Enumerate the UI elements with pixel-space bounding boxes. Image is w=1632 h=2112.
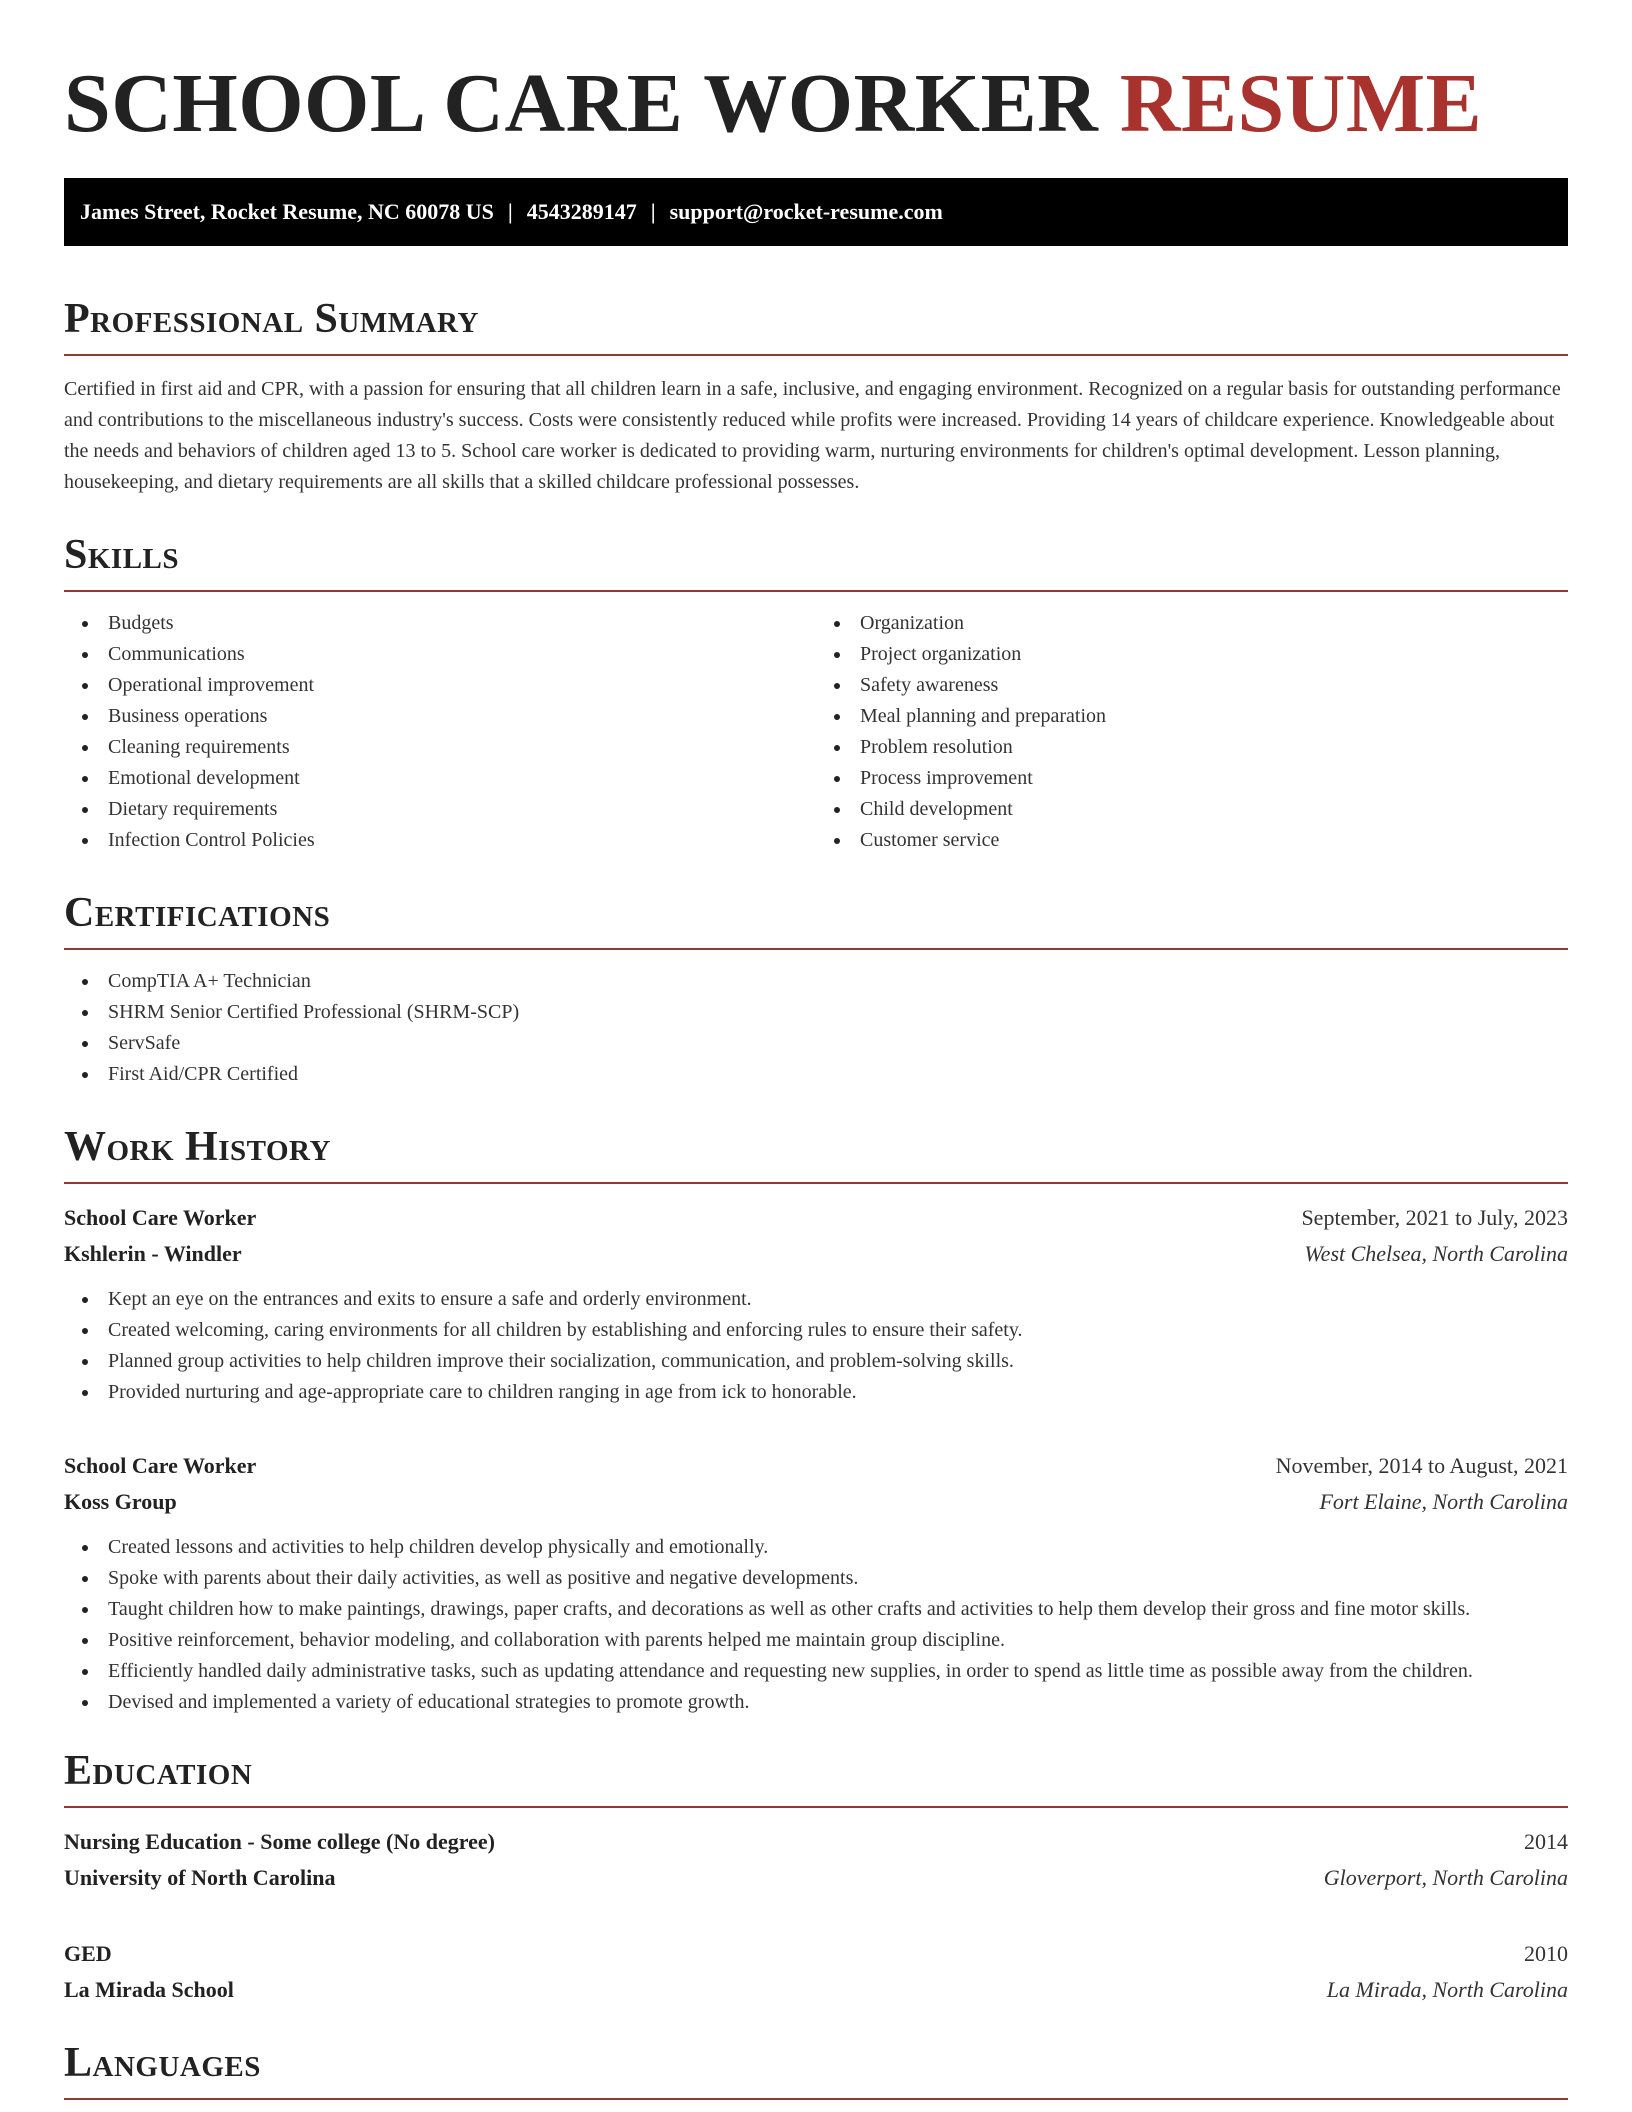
- resume-title: [64, 57, 1568, 150]
- section-title-education: Education: [64, 1750, 1568, 1808]
- job-duty: Kept an eye on the entrances and exits to ensure a safe and orderly environment.: [64, 1284, 1568, 1315]
- contact-separator: |: [507, 199, 513, 224]
- certification-item: CompTIA A+ Technician: [64, 966, 1568, 997]
- skill-item: Cleaning requirements: [64, 732, 816, 763]
- job-header-row: [64, 1448, 1568, 1484]
- resume-title-main: SCHOOL CARE WORKER: [64, 57, 1099, 150]
- skill-item: Budgets: [64, 608, 816, 639]
- job-duty: Planned group activities to help children improve their socialization, communication, and problem-solving skills.: [64, 1346, 1568, 1377]
- job-duties-list: [64, 1532, 1568, 1718]
- skill-item: Child development: [816, 794, 1568, 825]
- skill-item: Problem resolution: [816, 732, 1568, 763]
- job-company: Kshlerin - Windler: [64, 1241, 242, 1266]
- job-duty: Created lessons and activities to help children develop physically and emotionally.: [64, 1532, 1568, 1563]
- skill-item: Communications: [64, 639, 816, 670]
- skill-item: Process improvement: [816, 763, 1568, 794]
- education-school: La Mirada School: [64, 1977, 234, 2002]
- certification-item: ServSafe: [64, 1028, 1568, 1059]
- job-company: Koss Group: [64, 1489, 177, 1514]
- job-dates: September, 2021 to July, 2023: [1301, 1205, 1568, 1230]
- skills-column-left: [64, 608, 816, 856]
- job-entry: [64, 1448, 1568, 1718]
- education-school: University of North Carolina: [64, 1865, 336, 1890]
- resume-title-accent: RESUME: [1119, 57, 1483, 150]
- skill-item: Meal planning and preparation: [816, 701, 1568, 732]
- skill-item: Operational improvement: [64, 670, 816, 701]
- job-duty: Devised and implemented a variety of educational strategies to promote growth.: [64, 1687, 1568, 1718]
- job-duty: Created welcoming, caring environments for all children by establishing and enforcing rules to ensure their safety.: [64, 1315, 1568, 1346]
- certification-item: SHRM Senior Certified Professional (SHRM-SCP): [64, 997, 1568, 1028]
- education-degree: Nursing Education - Some college (No degree): [64, 1829, 495, 1854]
- job-duty: Positive reinforcement, behavior modeling, and collaboration with parents helped me maintain group discipline.: [64, 1625, 1568, 1656]
- skill-item: Business operations: [64, 701, 816, 732]
- section-title-work-history: Work History: [64, 1126, 1568, 1184]
- skill-item: Project organization: [816, 639, 1568, 670]
- education-school-row: [64, 1972, 1568, 2008]
- education-year: 2010: [1524, 1941, 1568, 1966]
- job-dates: November, 2014 to August, 2021: [1275, 1453, 1568, 1478]
- job-entry: [64, 1200, 1568, 1408]
- skill-item: Organization: [816, 608, 1568, 639]
- skills-column-right: [816, 608, 1568, 856]
- section-title-summary: Professional Summary: [64, 298, 1568, 356]
- certification-item: First Aid/CPR Certified: [64, 1059, 1568, 1090]
- skills-grid: [64, 608, 1568, 856]
- contact-separator: |: [650, 199, 656, 224]
- job-duty: Taught children how to make paintings, drawings, paper crafts, and decorations as well as other crafts and activities to help them develop their gross and fine motor skills.: [64, 1594, 1568, 1625]
- skill-item: Dietary requirements: [64, 794, 816, 825]
- job-duty: Provided nurturing and age-appropriate care to children ranging in age from ick to honorable.: [64, 1377, 1568, 1408]
- job-company-row: [64, 1236, 1568, 1272]
- education-degree-row: [64, 1936, 1568, 1972]
- job-location: Fort Elaine, North Carolina: [1319, 1489, 1568, 1514]
- section-title-languages: Languages: [64, 2042, 1568, 2100]
- skill-item: Infection Control Policies: [64, 825, 816, 856]
- skill-item: Customer service: [816, 825, 1568, 856]
- education-year: 2014: [1524, 1829, 1568, 1854]
- skill-item: Emotional development: [64, 763, 816, 794]
- job-duty: Spoke with parents about their daily activities, as well as positive and negative developments.: [64, 1563, 1568, 1594]
- job-company-row: [64, 1484, 1568, 1520]
- job-duty: Efficiently handled daily administrative tasks, such as updating attendance and requesting new supplies, in order to spend as little time as possible away from the children.: [64, 1656, 1568, 1687]
- education-school-row: [64, 1860, 1568, 1896]
- certifications-list: [64, 966, 1568, 1090]
- education-degree-row: [64, 1824, 1568, 1860]
- contact-email: support@rocket-resume.com: [669, 199, 943, 224]
- summary-text: Certified in first aid and CPR, with a passion for ensuring that all children learn in a safe, inclusive, and engaging environment. Recognized on a regular basis for outstanding performance and contributions to the miscellaneous industry's success. Costs were consistently reduced while profits were increased. Providing 14 years of childcare experience. Knowledgeable about the needs and behaviors of children aged 13 to 5. School care worker is dedicated to providing warm, nurturing environments for children's optimal development. Lesson planning, housekeeping, and dietary requirements are all skills that a skilled childcare professional possesses.: [64, 378, 1561, 493]
- education-location: Gloverport, North Carolina: [1323, 1865, 1568, 1890]
- contact-bar: [64, 178, 1568, 246]
- education-degree: GED: [64, 1941, 112, 1966]
- education-location: La Mirada, North Carolina: [1326, 1977, 1568, 2002]
- education-entry: [64, 1936, 1568, 2008]
- job-position: School Care Worker: [64, 1453, 257, 1478]
- contact-phone: 4543289147: [526, 199, 637, 224]
- job-duties-list: [64, 1284, 1568, 1408]
- section-title-skills: Skills: [64, 534, 1568, 592]
- contact-address: James Street, Rocket Resume, NC 60078 US: [80, 199, 494, 224]
- section-title-certifications: Certifications: [64, 892, 1568, 950]
- job-location: West Chelsea, North Carolina: [1304, 1241, 1568, 1266]
- job-position: School Care Worker: [64, 1205, 257, 1230]
- skill-item: Safety awareness: [816, 670, 1568, 701]
- job-header-row: [64, 1200, 1568, 1236]
- education-entry: [64, 1824, 1568, 1896]
